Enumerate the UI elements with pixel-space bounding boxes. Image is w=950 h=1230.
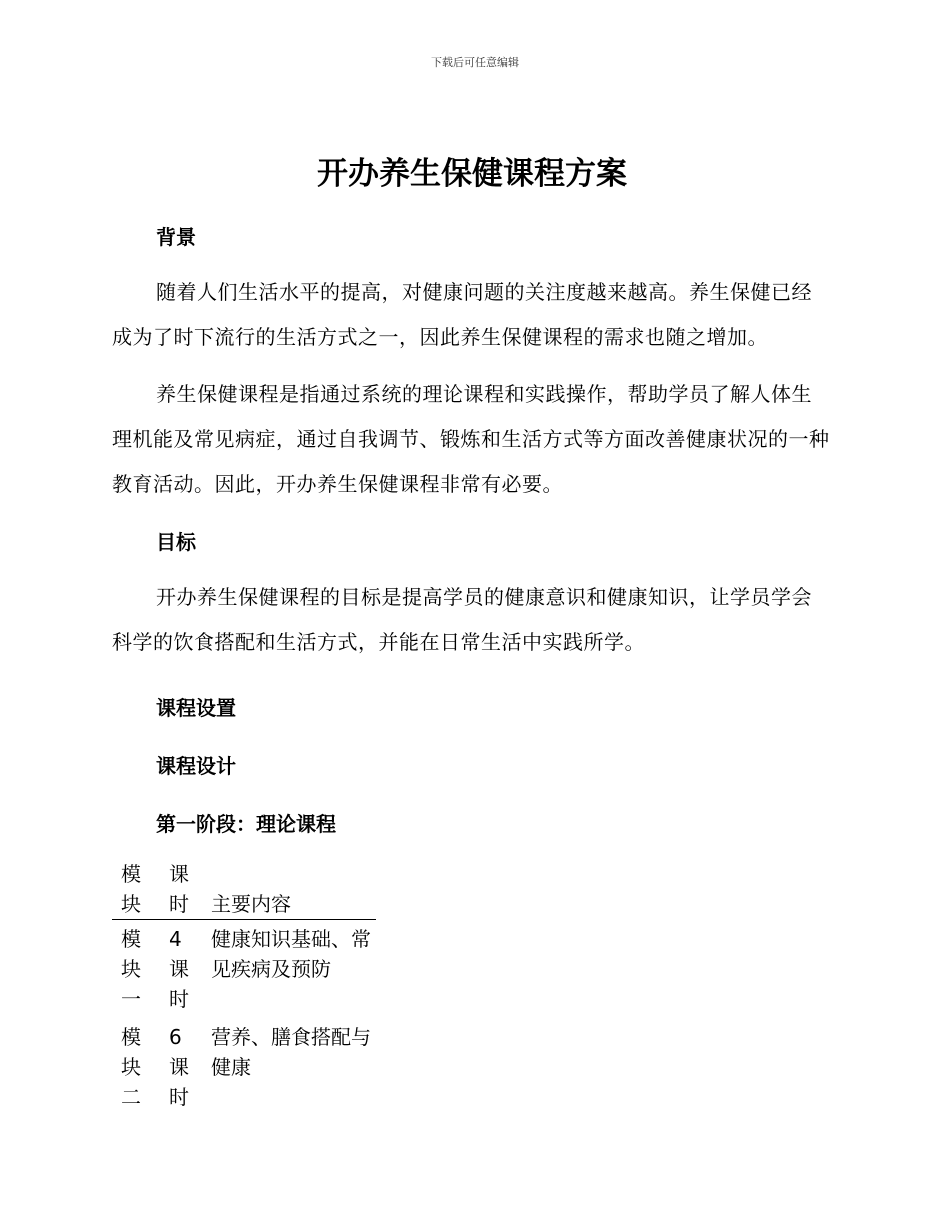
table-row	[112, 920, 376, 1015]
table-row	[112, 1014, 376, 1112]
table-header-content: 主要内容	[211, 892, 291, 916]
header-note: 下载后可任意编辑	[431, 56, 519, 69]
background-heading: 背景	[156, 225, 196, 249]
course-design-heading: 课程设计	[156, 754, 236, 778]
table-cell-hours: 6课时	[169, 1025, 189, 1109]
table-header-hours: 课时	[169, 862, 189, 916]
goal-paragraph-1: 开办养生保健课程的目标是提高学员的健康意识和健康知识，让学员学会科学的饮食搭配和生活方式，并能在日常生活中实践所学。	[112, 585, 812, 654]
document-title: 开办养生保健课程方案	[317, 156, 627, 192]
table-cell-hours: 4课时	[169, 927, 189, 1011]
course-setup-heading: 课程设置	[156, 696, 236, 720]
document-body	[112, 150, 832, 1112]
stage1-heading: 第一阶段：理论课程	[156, 812, 336, 836]
background-paragraph-1: 随着人们生活水平的提高，对健康问题的关注度越来越高。养生保健已经成为了时下流行的生活方式之一，因此养生保健课程的需求也随之增加。	[112, 280, 812, 349]
table-cell-module: 模块一	[121, 927, 141, 1011]
goal-heading: 目标	[156, 530, 196, 554]
table-header-row	[112, 859, 376, 920]
course-module-table	[112, 859, 376, 1112]
table-cell-content: 营养、膳食搭配与健康	[211, 1025, 371, 1079]
table-header-module: 模块	[121, 862, 141, 916]
background-paragraph-2: 养生保健课程是指通过系统的理论课程和实践操作，帮助学员了解人体生理机能及常见病症，通过自我调节、锻炼和生活方式等方面改善健康状况的一种教育活动。因此，开办养生保健课程非常有必要。	[112, 382, 830, 496]
table-cell-content: 健康知识基础、常见疾病及预防	[211, 927, 371, 981]
table-cell-module: 模块二	[121, 1025, 141, 1109]
